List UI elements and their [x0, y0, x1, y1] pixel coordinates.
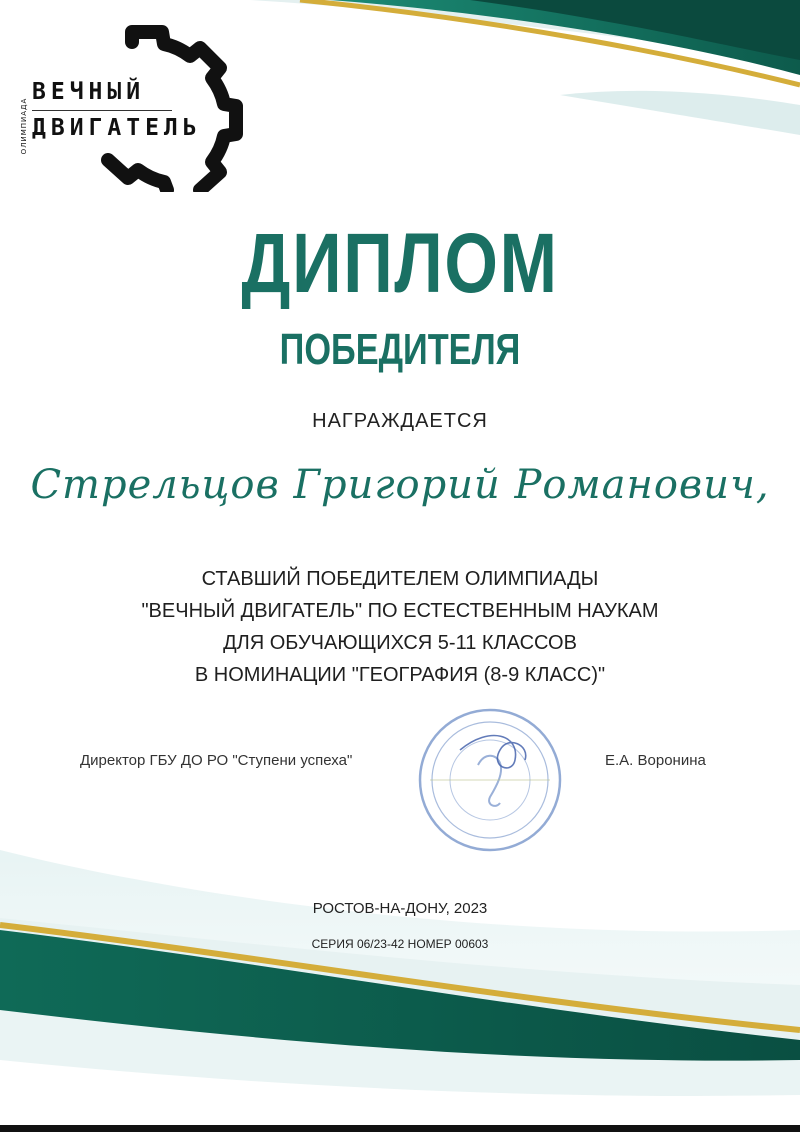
signer-position: Директор ГБУ ДО РО "Ступени успеха"	[80, 752, 353, 769]
description-line: В НОМИНАЦИИ "ГЕОГРАФИЯ (8-9 КЛАСС)"	[194, 664, 606, 686]
logo-word-2: ДВИГАТЕЛЬ	[32, 115, 202, 141]
description-line: ДЛЯ ОБУЧАЮЩИХСЯ 5-11 КЛАССОВ	[223, 632, 577, 654]
signer-name: Е.А. Воронина	[605, 752, 706, 769]
description-line: "ВЕЧНЫЙ ДВИГАТЕЛЬ" ПО ЕСТЕСТВЕННЫМ НАУКАМ	[141, 600, 659, 622]
logo-word-1: ВЕЧНЫЙ	[32, 79, 146, 105]
logo-divider	[32, 110, 172, 111]
description-line: СТАВШИЙ ПОБЕДИТЕЛЕМ ОЛИМПИАДЫ	[201, 568, 599, 590]
logo-vertical-text: ОЛИМПИАДА	[20, 97, 28, 155]
recipient-name: Стрельцов Григорий Романович,	[30, 462, 770, 508]
official-stamp-icon	[400, 705, 580, 855]
achievement-description	[0, 563, 800, 691]
serial-number: СЕРИЯ 06/23-42 НОМЕР 00603	[311, 937, 489, 951]
olympiad-logo	[12, 22, 252, 192]
awarded-label: НАГРАЖДАЕТСЯ	[312, 410, 488, 432]
gear-icon	[72, 22, 262, 192]
diploma-title: ДИПЛОМ	[241, 216, 559, 310]
diploma-subtitle: ПОБЕДИТЕЛЯ	[279, 325, 521, 374]
city-year: РОСТОВ-НА-ДОНУ, 2023	[312, 900, 488, 917]
